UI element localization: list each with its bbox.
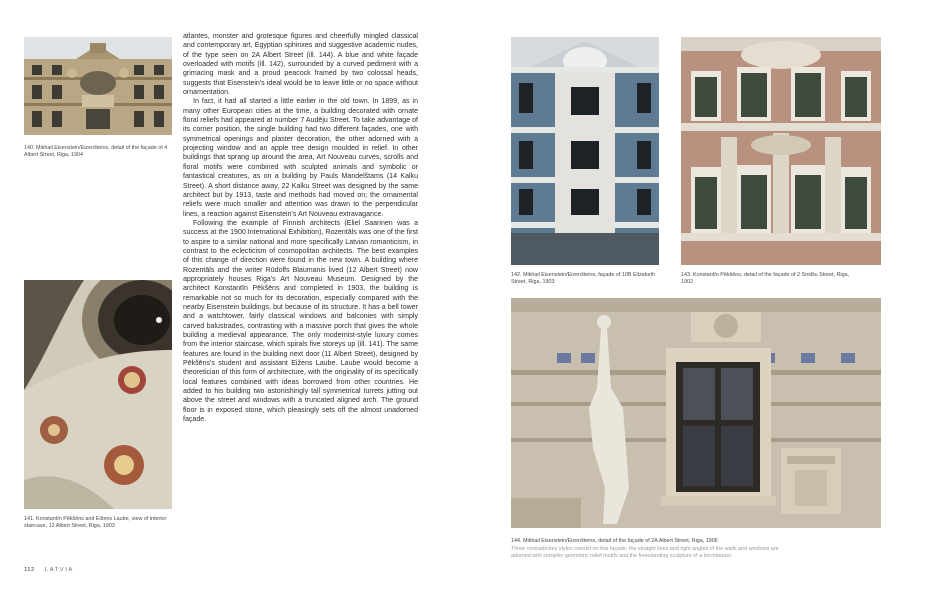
photo-ill144 [511, 298, 881, 528]
page-folio [24, 567, 74, 573]
caption-ill143: 143. Konstantīn Pēkšēns, detail of the façade of 2 Smilšu Street, Riga, 1902 [681, 272, 850, 285]
photo-ill140 [24, 37, 172, 135]
caption-ill142: 142. Mikhail Eisenstein/Eizenšteins, façade of 10B Elizabeth Street, Riga, 1903 [511, 272, 656, 285]
body-paragraph: atlantes, monster and grotesque figures and cheerfully mingled classical and contemporary art, Egyptian sphinxes and suggestive academic nudes, of the type seen on 2A Albert Street (ill. 144). A blue and white façade overloaded with motifs (ill. 142), surrounded by a curved pediment with a grimacing mask and a proud peacock framed by two colossal heads, suggests that Eisenstein's ideal would be to leave little or no space without ornamentation. [183, 33, 418, 97]
photo-ill142 [511, 37, 659, 265]
caption-ill144: 144. Mikhail Eisenstein/Eizenšteins, detail of the façade of 2A Albert Street, Riga, 1906 [511, 538, 718, 544]
body-paragraph: Following the example of Finnish architects (Eliel Saarinen was a success at the 1900 International Exhibition), Rozentāls was one of the first to aspire to a similar national and more specifically Latvian romanticism, in contrast to the eclecticism of cosmopolitan architects. The best examples of this change of direction were found in the new town. A building where Rozentāls and the writer Rūdolfs Blaumanis lived (12 Albert Street) now appropriately houses Riga's Art Nouveau Museum. Designed by the architect Konstantīn Pēkšēns and completed in 1903, the building is remarkable not so much for its decoration, especially compared with the nearby Eisenstein buildings, but because of its structure. It has a bell tower and a watchtower, fairly classical windows and balconies with simply carved balustrades, contrasting with a massive porch that gives the whole building a medieval appearance. The only modernist-style luxury comes from the interior staircase, which spirals five storeys up (ill. 141). The same features are found in the building next door (11 Albert Street), designed by Pēkšēns's student and assistant Eižens Laube. Laube would become a theoretician of this form of architecture, with the originality of its specifically local features combined with ideas borrowed from other countries. He added to his building two astonishingly tall symmetrical turrets jutting out above the street and windows with a truncated aligned arch. The ground floor is in exposed stone, which pleasingly sets off the almost unadorned façade. [183, 219, 418, 424]
caption-ill144-description: Three contradictory styles coexist on this façade: the straight lines and right angles of the walls and windows are adorned with complex geometric relief motifs and the freestanding sculpture of a torchbearer. [511, 546, 779, 559]
caption-ill140: 140. Mikhail Eisenstein/Eizenšteins, detail of the façade of 4 Albert Street, Riga, 1904 [24, 145, 168, 158]
photo-ill141 [24, 280, 172, 509]
page-number: 112 [24, 567, 35, 573]
caption-ill141: 141. Konstantīn Pēkšēns and Eižens Laube, view of interior staircase, 12 Albert Street, Riga, 1903 [24, 516, 167, 529]
photo-ill143 [681, 37, 881, 265]
section-title: LATVIA [44, 567, 74, 573]
body-text [183, 32, 418, 424]
body-paragraph: In fact, it had all started a little earlier in the old town. In 1899, as in many other European cities at the time, a building decorated with ornate floral reliefs had appeared at number 7 Audēju Street. To take advantage of its corner position, the single building had two different façades, one with symmetrical openings and plaster decoration, the other adorned with a projecting window and an apple tree design moulded in relief. In other buildings that sprang up around the area, Art Nouveau curves, scrolls and floral motifs were combined with sculpted animals and symbolic or fantastical creatures, as on a building by Pauls Mandelštams (14 Kalku Street). A short distance away, 22 Kalku Street was designed by the same architect but by 1913, taste and methods had moved on; the ornamental reliefs were much smaller and attention was drawn to the perpendicular lines, a reaction against Eisenstein's Art Nouveau extravagance. [183, 98, 418, 218]
